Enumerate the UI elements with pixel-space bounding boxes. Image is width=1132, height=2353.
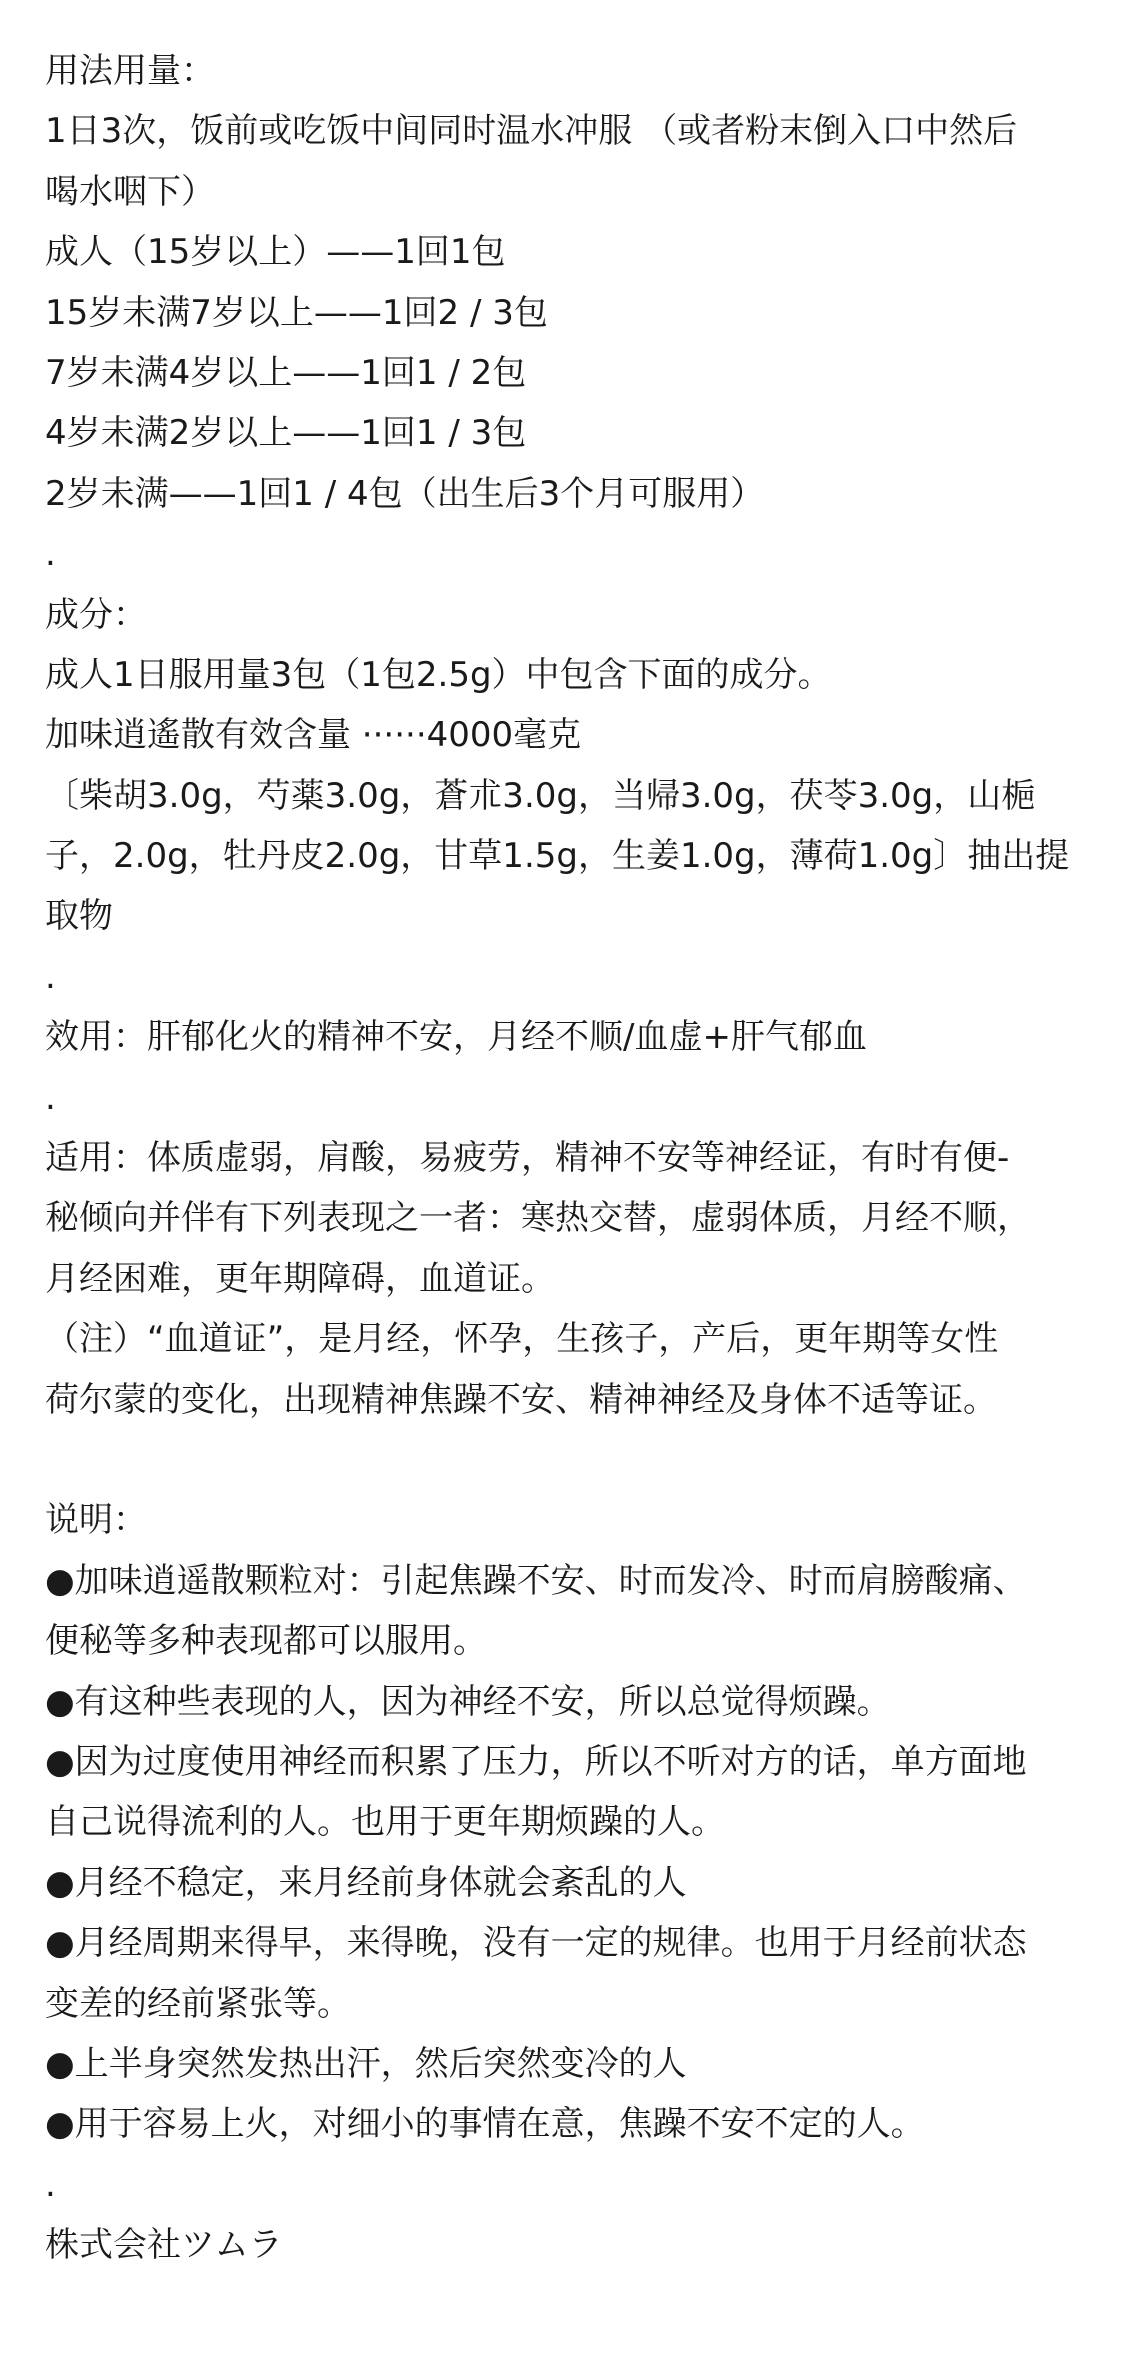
bullet-item: ●用于容易上火，对细小的事情在意，焦躁不安不定的人。 [45,2104,925,2145]
ingredient-line: 子，2.0g，牡丹皮2.0g，甘草1.5g，生姜1.0g，薄荷1.0g〕抽出提 [45,836,1070,877]
dosage-line: 7岁未满4岁以上——1回1 / 2包 [45,352,527,393]
text-line: 成人1日服用量3包（1包2.5g）中包含下面的成分。 [45,654,832,695]
text-line: 1日3次，饭前或吃饭中间同时温水冲服 （或者粉末倒入口中然后 [45,111,1018,152]
bullet-item: ●有这种些表现的人，因为神经不安，所以总觉得烦躁。 [45,1681,891,1722]
dosage-line: 2岁未满——1回1 / 4包（出生后3个月可服用） [45,473,765,514]
section-heading-description: 说明： [45,1500,147,1541]
section-heading-ingredients: 成分： [45,594,147,635]
indication-line: 秘倾向并伴有下列表现之一者：寒热交替，虚弱体质，月经不顺， [45,1198,1031,1239]
indication-line: 月经困难，更年期障碍，血道证。 [45,1258,555,1299]
company-name: 株式会社ツムラ [45,2225,283,2266]
text-line: 加味逍遙散有效含量 ······4000毫克 [45,715,582,756]
section-heading-usage: 用法用量： [45,51,215,91]
bullet-item: ●上半身突然发热出汗，然后突然变冷的人 [45,2043,687,2084]
bullet-item-continued: 自己说得流利的人。也用于更年期烦躁的人。 [45,1802,725,1843]
bullet-item: ●因为过度使用神经而积累了压力，所以不听对方的话，单方面地 [45,1741,1027,1782]
bullet-item: ●月经周期来得早，来得晚，没有一定的规律。也用于月经前状态 [45,1923,1027,1964]
efficacy-line: 效用：肝郁化火的精神不安，月经不顺/血虚+肝气郁血 [45,1017,867,1058]
dosage-line: 15岁未满7岁以上——1回2 / 3包 [45,292,548,333]
ingredient-line: 取物 [45,896,113,937]
bullet-item: ●月经不稳定，来月经前身体就会紊乱的人 [45,1862,687,1903]
separator-dot: . [45,2164,56,2205]
ingredient-line: 〔柴胡3.0g，芍薬3.0g，蒼朮3.0g，当帰3.0g，茯苓3.0g，山梔 [45,775,1036,816]
dosage-line: 成人（15岁以上）——1回1包 [45,232,506,273]
text-line: 喝水咽下） [45,171,215,212]
indication-line: 适用：体质虚弱，肩酸，易疲劳，精神不安等神经证，有时有便- [45,1138,1010,1179]
note-line: 荷尔蒙的变化，出现精神焦躁不安、精神神经及身体不适等证。 [45,1379,997,1420]
note-line: （注）“血道证”，是月经，怀孕，生孩子，产后，更年期等女性 [45,1319,999,1360]
dosage-line: 4岁未满2岁以上——1回1 / 3包 [45,413,527,454]
bullet-item-continued: 变差的经前紧张等。 [45,1983,351,2024]
separator-dot: . [45,956,56,997]
bullet-item-continued: 便秘等多种表现都可以服用。 [45,1621,487,1662]
separator-dot: . [45,534,56,575]
blank-line [45,1430,1115,1490]
bullet-item: ●加味逍遥散颗粒对：引起焦躁不安、时而发冷、时而肩膀酸痛、 [45,1560,1027,1601]
separator-dot: . [45,1077,56,1118]
document-body [45,41,1115,2275]
